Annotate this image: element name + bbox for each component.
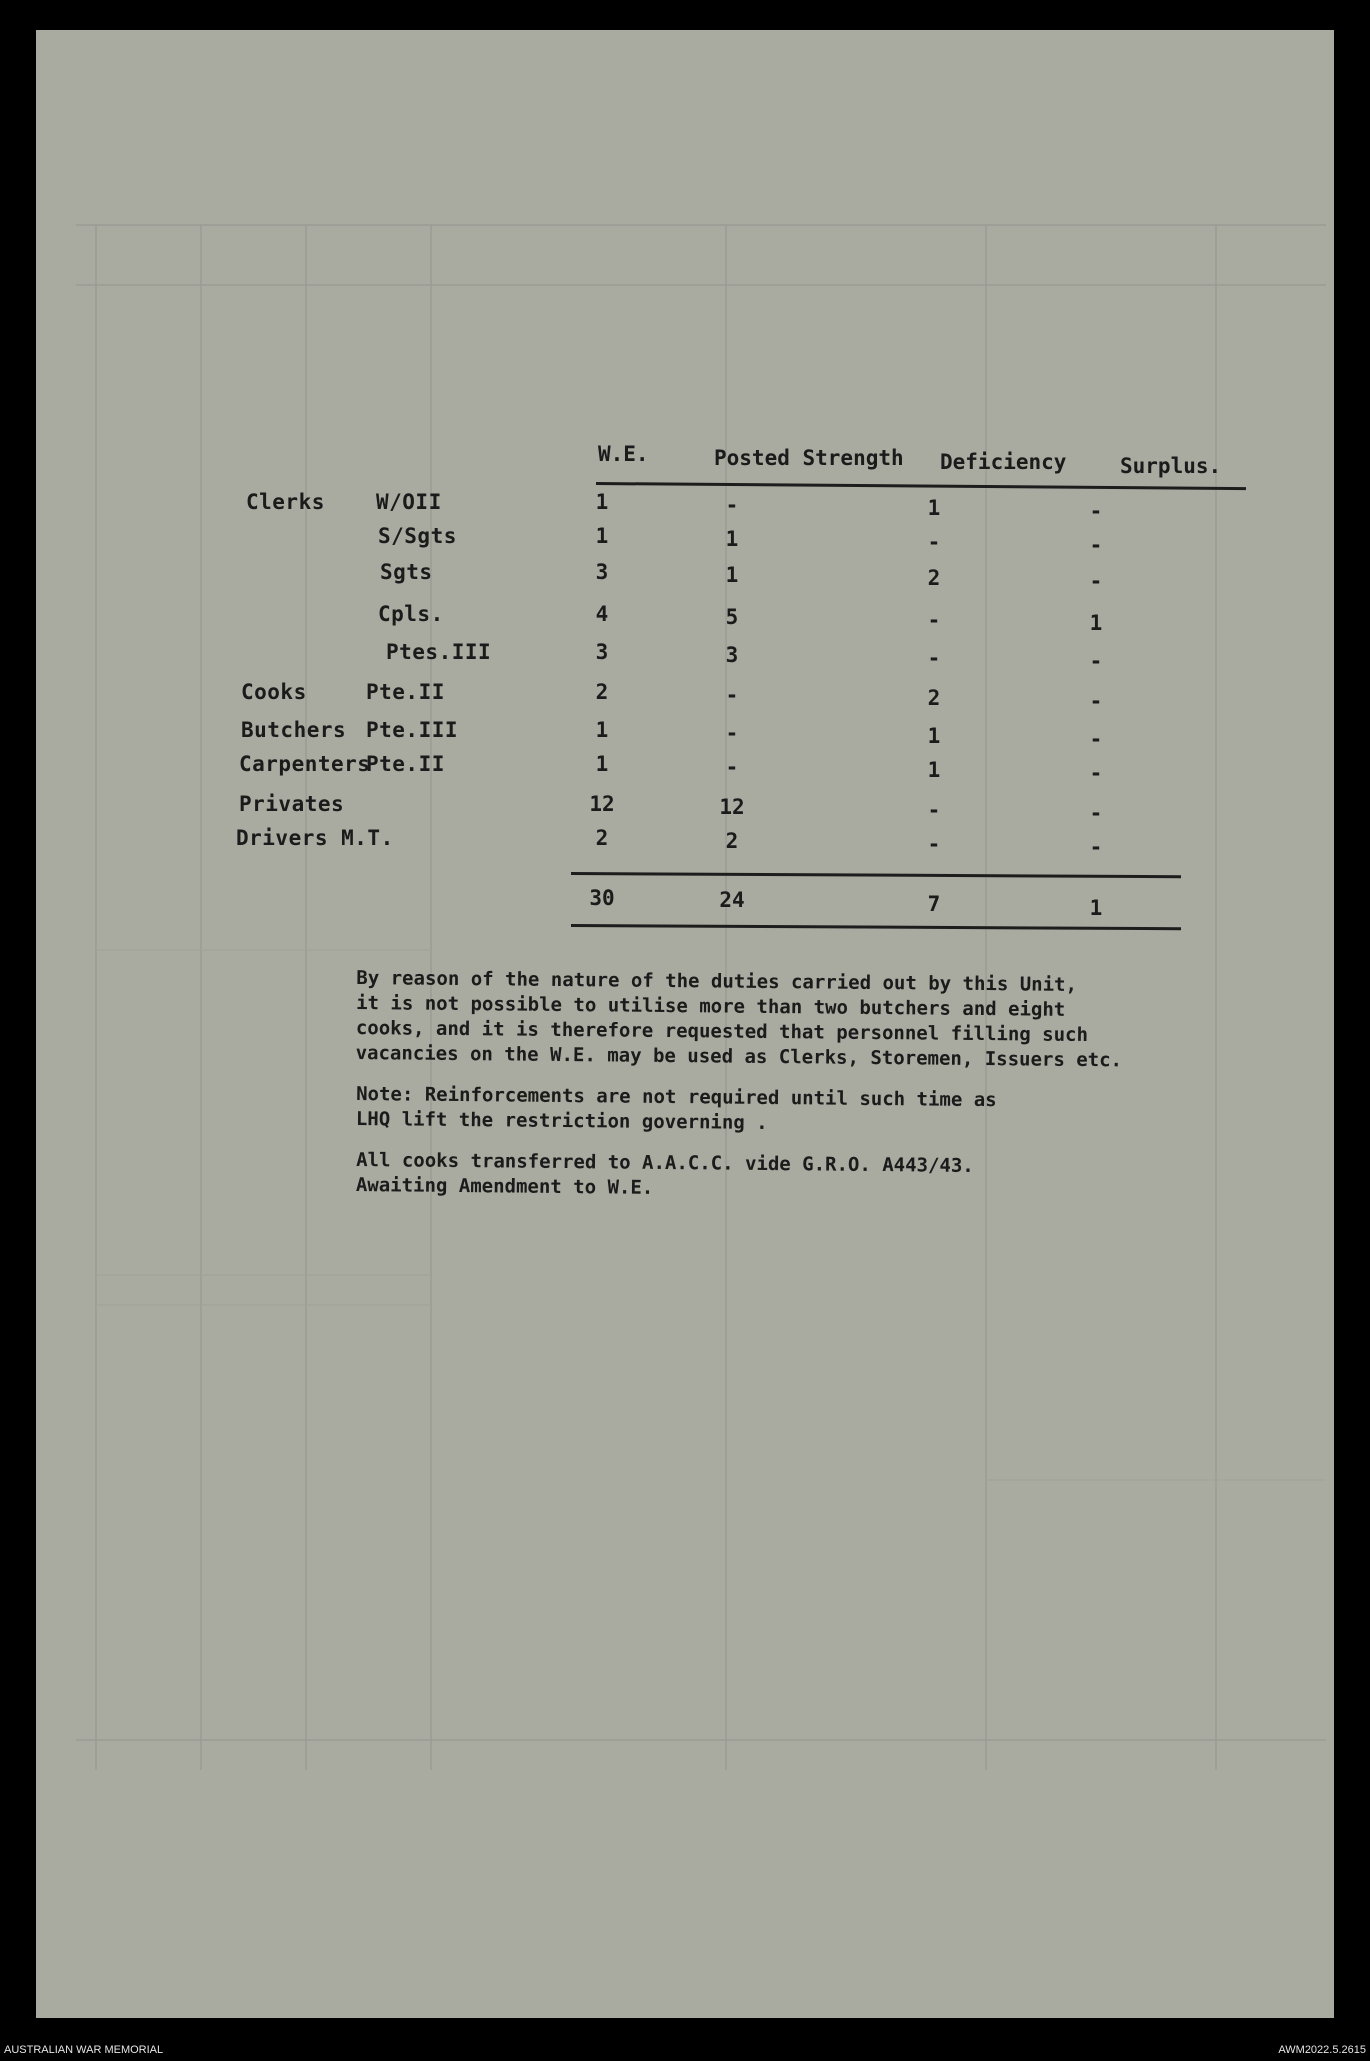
row-rank-label: Pte.II xyxy=(366,752,445,776)
total-surplus: 1 xyxy=(1089,896,1103,920)
cell-deficiency: - xyxy=(927,530,941,554)
note-line: Note: Reinforcements are not required until such time as xyxy=(356,1083,997,1112)
cell-posted: 1 xyxy=(725,563,739,587)
cell-posted: 5 xyxy=(725,605,739,629)
cell-posted: - xyxy=(725,683,739,707)
cell-posted: 1 xyxy=(725,527,739,551)
cell-surplus: - xyxy=(1089,569,1103,593)
cell-posted: 3 xyxy=(725,643,739,667)
cell-we: 1 xyxy=(595,752,609,776)
footer-archive-id: AWM2022.5.2615 xyxy=(1278,2044,1366,2056)
note-line: By reason of the nature of the duties carried out by this Unit, xyxy=(356,967,1078,996)
cell-surplus: - xyxy=(1089,689,1103,713)
note-line: All cooks transferred to A.A.C.C. vide G.R.O. A443/43. xyxy=(356,1149,974,1177)
cell-deficiency: 1 xyxy=(927,724,941,748)
cell-posted: 12 xyxy=(719,795,745,819)
row-rank-label: Pte.II xyxy=(366,680,445,704)
cell-we: 1 xyxy=(595,718,609,742)
cell-surplus: - xyxy=(1089,499,1103,523)
cell-we: 2 xyxy=(595,680,609,704)
cell-deficiency: - xyxy=(927,832,941,856)
note-line: LHQ lift the restriction governing . xyxy=(355,1108,768,1134)
row-rank-label: W/OII xyxy=(376,490,442,514)
cell-surplus: - xyxy=(1089,533,1103,557)
row-category-label: Cooks xyxy=(241,680,307,704)
note-paragraph-reinforcements xyxy=(356,1082,997,1138)
row-category-label: Butchers xyxy=(241,718,347,742)
total-posted: 24 xyxy=(719,888,745,912)
cell-posted: - xyxy=(725,721,739,745)
row-rank-label: Sgts xyxy=(380,560,433,584)
note-line: it is not possible to utilise more than two butchers and eight xyxy=(356,992,1066,1021)
total-we: 30 xyxy=(589,886,615,910)
cell-surplus: - xyxy=(1089,801,1103,825)
cell-we: 3 xyxy=(595,640,609,664)
cell-posted: - xyxy=(725,755,739,779)
header-surplus: Surplus. xyxy=(1120,454,1222,478)
cell-we: 2 xyxy=(595,826,609,850)
cell-surplus: - xyxy=(1089,835,1103,859)
note-paragraph-cooks xyxy=(356,1148,974,1204)
document-page xyxy=(36,30,1334,2018)
cell-deficiency: 2 xyxy=(927,686,941,710)
header-deficiency: Deficiency xyxy=(940,450,1067,474)
note-line: Awaiting Amendment to W.E. xyxy=(355,1174,654,1199)
cell-deficiency: - xyxy=(927,798,941,822)
cell-deficiency: 2 xyxy=(927,566,941,590)
note-line: vacancies on the W.E. may be used as Clerks, Storemen, Issuers etc. xyxy=(355,1041,1123,1072)
row-category-label: Clerks xyxy=(246,490,325,514)
header-posted-strength: Posted Strength xyxy=(714,446,904,470)
cell-we: 1 xyxy=(595,490,609,514)
header-we: W.E. xyxy=(598,442,649,466)
row-rank-label: Ptes.III xyxy=(386,640,492,664)
cell-surplus: - xyxy=(1089,761,1103,785)
cell-we: 12 xyxy=(589,792,615,816)
cell-deficiency: 1 xyxy=(927,496,941,520)
note-paragraph-duties xyxy=(356,966,1123,1073)
cell-posted: 2 xyxy=(725,829,739,853)
cell-deficiency: 1 xyxy=(927,758,941,782)
cell-surplus: - xyxy=(1089,649,1103,673)
note-line: cooks, and it is therefore requested that personnel filling such xyxy=(355,1016,1089,1047)
row-category-label: Carpenters xyxy=(239,752,371,776)
row-rank-label: S/Sgts xyxy=(378,524,457,548)
cell-deficiency: - xyxy=(927,608,941,632)
cell-we: 3 xyxy=(595,560,609,584)
total-deficiency: 7 xyxy=(927,892,941,916)
cell-surplus: 1 xyxy=(1089,611,1103,635)
row-rank-label: Pte.III xyxy=(366,718,459,742)
cell-deficiency: - xyxy=(927,646,941,670)
row-category-label: Drivers M.T. xyxy=(236,826,394,850)
cell-posted: - xyxy=(725,493,739,517)
footer-archive-name: AUSTRALIAN WAR MEMORIAL xyxy=(4,2044,164,2056)
row-rank-label: Cpls. xyxy=(378,602,444,626)
cell-we: 4 xyxy=(595,602,609,626)
row-category-label: Privates xyxy=(239,792,345,816)
cell-surplus: - xyxy=(1089,727,1103,751)
cell-we: 1 xyxy=(595,524,609,548)
